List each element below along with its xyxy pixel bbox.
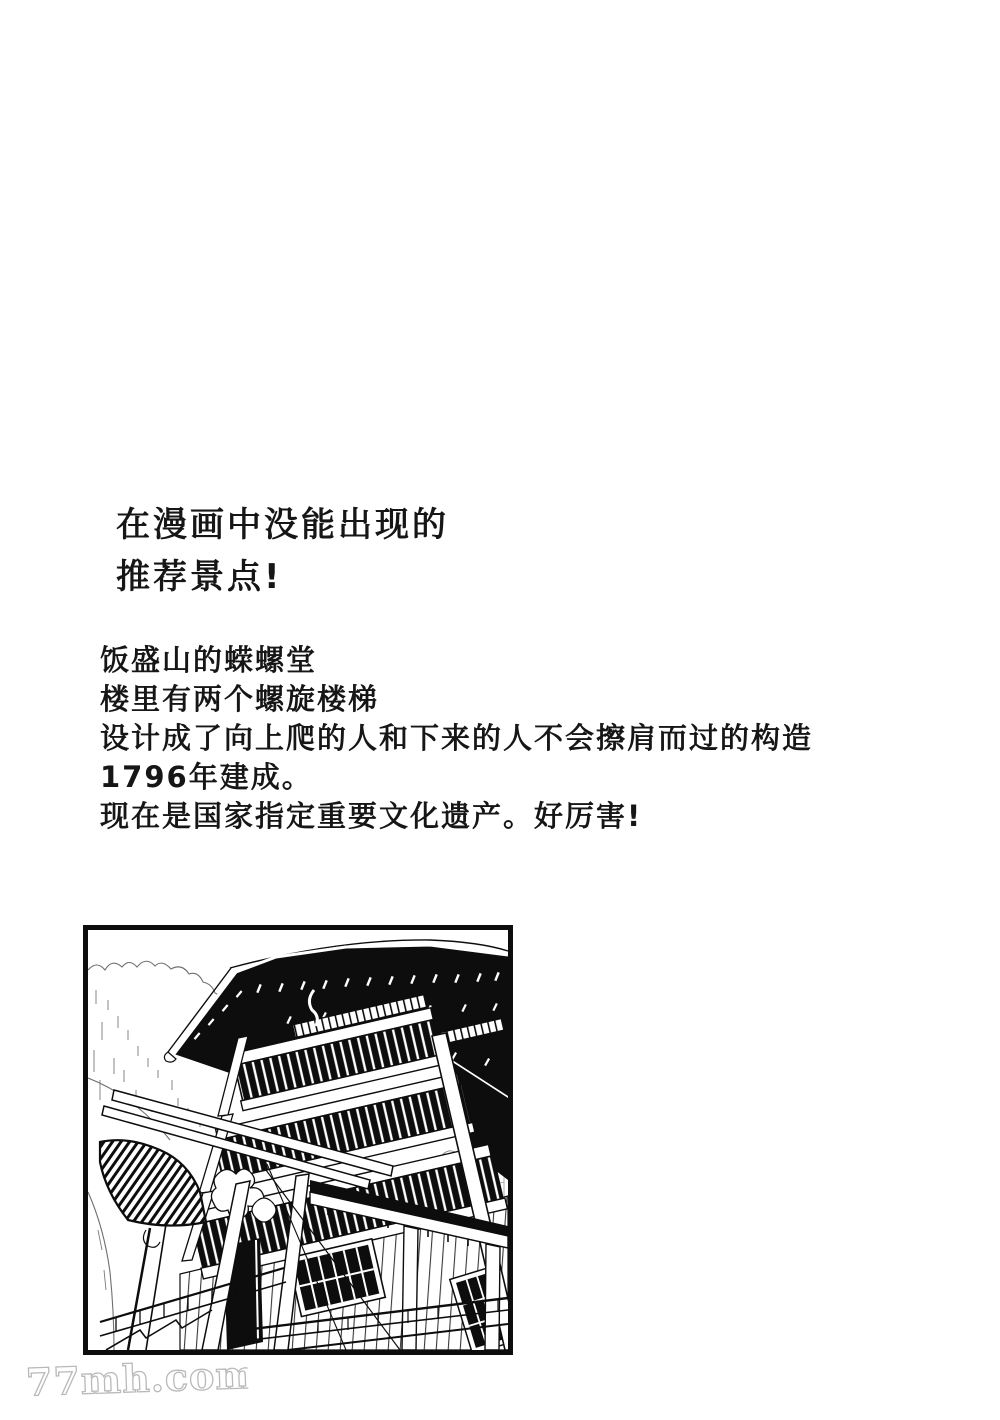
note-line: 楼里有两个螺旋楼梯 [100,682,380,716]
watermark-svg [17,1344,249,1416]
note-line: 1796年建成。 [100,760,313,794]
watermark [17,1344,249,1420]
canopy-gable-hood [100,1140,206,1225]
page-title-line-1: 在漫画中没能出现的 [116,505,449,545]
note-line: 饭盛山的蝾螺堂 [100,643,318,677]
note-line: 设计成了向上爬的人和下来的人不会擦肩而过的构造 [100,721,814,755]
lean-to-post [485,1244,500,1350]
notes-block [100,641,813,836]
carving-ornament-small [252,1198,276,1222]
page-title-line-2: 推荐景点! [116,557,283,597]
watermark-text: 77mh.com [25,1351,249,1405]
note-line: 现在是国家指定重要文化遗产。好厉害! [100,799,643,833]
canopy-brace [128,1228,150,1350]
sazaedo-illustration [88,930,508,1350]
lean-to-post [402,1226,418,1350]
illustration-frame [83,925,513,1355]
